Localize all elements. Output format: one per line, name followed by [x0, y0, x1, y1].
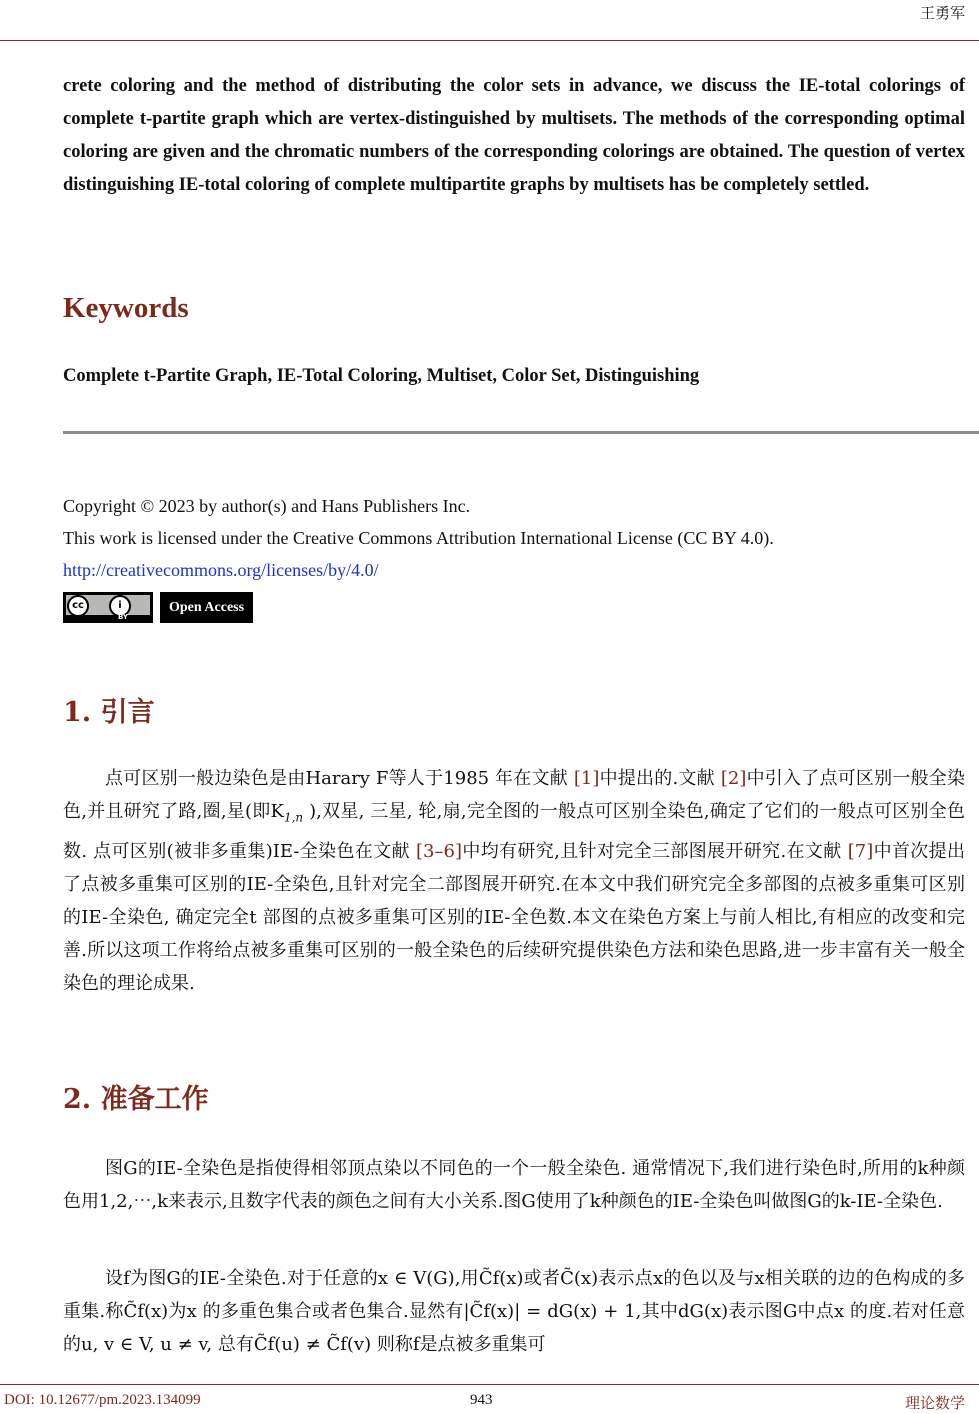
- section2-paragraph-2: 设f为图G的IE-全染色.对于任意的x ∈ V(G),用C̃f(x)或者C̃(x)表示点x的色以及与x相关联的边的色构成的多重集.称C̃f(x)为x 的多重色集合或者色集合.显然有|C̃f(x)| = dG(x) + 1,其中dG(x)表示图G中点x 的度.若对任意的u, v ∈ V, u ≠ v, 总有C̃f(u) ≠ C̃f(v) 则称f是点被多重集可: [63, 1268, 965, 1355]
- attribution-icon: i: [109, 595, 131, 617]
- citation-link[interactable]: [3–6]: [416, 840, 462, 862]
- section2-paragraph-1: 图G的IE-全染色是指使得相邻顶点染以不同色的一个一般全染色. 通常情况下,我们进行染色时,所用的k种颜色用1,2,⋯,k来表示,且数字代表的颜色之间有大小关系.图G使用了k种颜色的IE-全染色叫做图G的k-IE-全染色.: [63, 1158, 965, 1212]
- citation-link[interactable]: [2]: [720, 768, 747, 789]
- footer-rule: [0, 1384, 979, 1385]
- citation-link[interactable]: [7]: [847, 840, 874, 862]
- open-access-badge[interactable]: Open Access: [160, 592, 253, 623]
- copyright-line: Copyright © 2023 by author(s) and Hans Publishers Inc.: [63, 496, 471, 516]
- by-label: BY: [117, 613, 128, 621]
- cc-icon: cc: [67, 595, 89, 617]
- keywords-heading: Keywords: [63, 292, 189, 324]
- section1-paragraph: 点可区别一般边染色是由Harary F等人于1985 年在文献 [1]中提出的.文献 [2]中引入了点可区别一般全染色,并且研究了路,圈,星(即$K_{1,n}$ ),双星, 三星, 轮,扇,完全图的一般点可区别全染色,确定了它们的一般点可区别全色数. 点可区别(被非多重集)IE-全染色在文献 [3–6]中均有研究,且针对完全三部图展开研究.在文献 [7]中首次提出了点被多重集可区别的IE-全染色,且针对完全二部图展开研究.在本文中我们研究完全多部图的点被多重集可区别的IE-全染色, 确定完全t 部图的点被多重集可区别的IE-全色数.本文在染色方案上与前人相比,有相应的改变和完善.所以这项工作将给点被多重集可区别的一般全染色的后续研究提供染色方法和染色思路,进一步丰富有关一般全染色的理论成果.: [63, 768, 966, 994]
- section1-heading: 1. 引言: [63, 697, 155, 728]
- license-line: This work is licensed under the Creative Commons Attribution International License (CC BY 4.0).: [63, 528, 774, 548]
- copyright-block: [63, 490, 968, 586]
- doi-link[interactable]: DOI: 10.12677/pm.2023.134099: [4, 1392, 201, 1408]
- page-number: 943: [470, 1392, 493, 1408]
- cc-by-badge[interactable]: [63, 592, 153, 623]
- abstract-tail: crete coloring and the method of distributing the color sets in advance, we discuss the IE-total colorings of complete t-partite graph which are vertex-distinguished by multisets. The methods of the corresponding optimal coloring are given and the chromatic numbers of the corresponding colorings are obtained. The question of vertex distinguishing IE-total coloring of complete multipartite graphs by multisets has be completely settled.: [63, 76, 965, 195]
- license-link[interactable]: http://creativecommons.org/licenses/by/4.0/: [63, 560, 379, 580]
- license-badges: [63, 592, 253, 624]
- header-author: 王勇军: [919, 4, 965, 22]
- citation-link[interactable]: [1]: [573, 768, 600, 789]
- page-footer: [0, 1392, 979, 1414]
- header-rule: [0, 40, 979, 41]
- section-divider: [63, 431, 979, 434]
- journal-name: 理论数学: [904, 1396, 965, 1412]
- keywords-list: Complete t-Partite Graph, IE-Total Coloring, Multiset, Color Set, Distinguishing: [63, 366, 700, 386]
- section2-heading: 2. 准备工作: [63, 1084, 209, 1115]
